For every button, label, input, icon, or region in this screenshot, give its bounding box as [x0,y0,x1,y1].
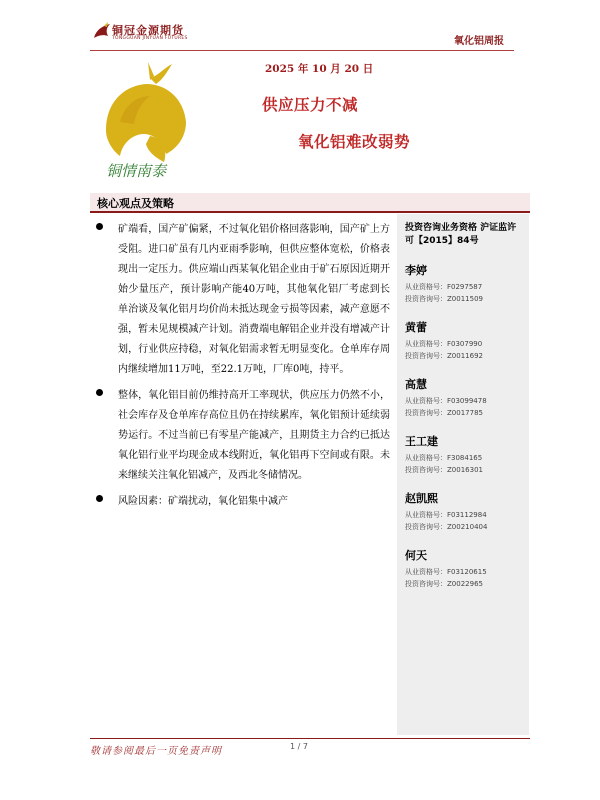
analyst-license: 从业资格号：F03120615 [405,568,487,576]
section-title: 核心观点及策略 [97,197,174,210]
analyst-license: 从业资格号：F3084165 [405,454,483,462]
analyst-card [405,262,523,305]
analyst-card [405,319,523,362]
analyst-consult-no: 投资咨询号：Z00210404 [405,523,488,531]
calligraphy-signature: 铜情南泰 [106,162,167,180]
company-logo-icon [90,20,114,44]
analyst-card [405,376,523,419]
analyst-consult-no: 投资咨询号：Z0022965 [405,580,483,588]
bullet-text: 矿端看，国产矿偏紧，不过氧化铝价格回落影响，国产矿上方受阻。进口矿虽有几内亚雨季影响，但供应整体宽松，价格表现出一定压力。供应端山西某氧化铝企业由于矿石原因近期开始少量压产，预计影响产能40万吨，其他氧化铝厂考虑到长单治谈及氧化铝月均价尚未抵达现金亏损等因素，减产意愿不强，暂未见规模减产计划。消费端电解铝企业并没有增减产计划，行业供应持稳，对氧化铝需求暂无明显变化。仓单库存周内继续增加11万吨，至22.1万吨，厂库0吨，持平。 [118,224,390,375]
core-views-content [90,220,390,518]
bullet-text: 整体，氧化铝目前仍维持高开工率现状，供应压力仍然不小，社会库存及仓单库存高位且仍在持续累库，氧化铝预计延续弱势运行。不过当前已有零星产能减产，且期货主力合约已抵达氧化铝行业平均现金成本线附近，氧化铝再下空间或有限。未来继续关注氧化铝减产，及西北冬储情况。 [118,390,390,481]
report-title-line2: 氧化铝难改弱势 [298,132,411,151]
report-type: 氧化铝周报 [454,36,504,47]
page-number: 1 / 7 [290,742,308,751]
analyst-consult-no: 投资咨询号：Z0016301 [405,466,483,474]
disclaimer-link[interactable]: 敬请参阅最后一页免责声明 [90,746,222,757]
analyst-name: 王工建 [405,435,438,448]
report-title-line1: 供应压力不减 [262,95,359,114]
analyst-sidebar [397,214,529,735]
bullet-item [90,220,390,380]
bullet-item [90,386,390,486]
analyst-name: 何天 [405,549,427,562]
bullet-text: 风险因素：矿端扰动，氧化铝集中减产 [118,496,288,507]
analyst-license: 从业资格号：F0307990 [405,340,483,348]
analyst-name: 赵凯熙 [405,492,438,505]
brand-name-en: TONGGUAN JINYUAN FUTURES [112,36,188,41]
bullet-icon [96,389,103,396]
analyst-name: 高慧 [405,378,427,391]
analyst-name: 黄蕾 [405,321,427,334]
analyst-card [405,433,523,476]
analyst-card [405,547,523,590]
report-date: 2025 年 10 月 20 日 [265,63,374,75]
analyst-name: 李婷 [405,264,427,277]
bullet-icon [96,223,103,230]
footer-divider [90,738,530,739]
analyst-consult-no: 投资咨询号：Z0017785 [405,409,483,417]
qualification-text: 投资咨询业务资格 沪证监许可【2015】84号 [405,223,517,246]
analyst-card [405,490,523,533]
analyst-license: 从业资格号：F03112984 [405,511,487,519]
analyst-license: 从业资格号：F0297587 [405,283,483,291]
analyst-consult-no: 投资咨询号：Z0011509 [405,295,483,303]
brand-name: 铜冠金源期货 [112,24,184,37]
bullet-icon [96,495,103,502]
analyst-license: 从业资格号：F03099478 [405,397,487,405]
analyst-consult-no: 投资咨询号：Z0011692 [405,352,483,360]
header-divider [90,50,514,51]
bullet-item [90,492,390,512]
